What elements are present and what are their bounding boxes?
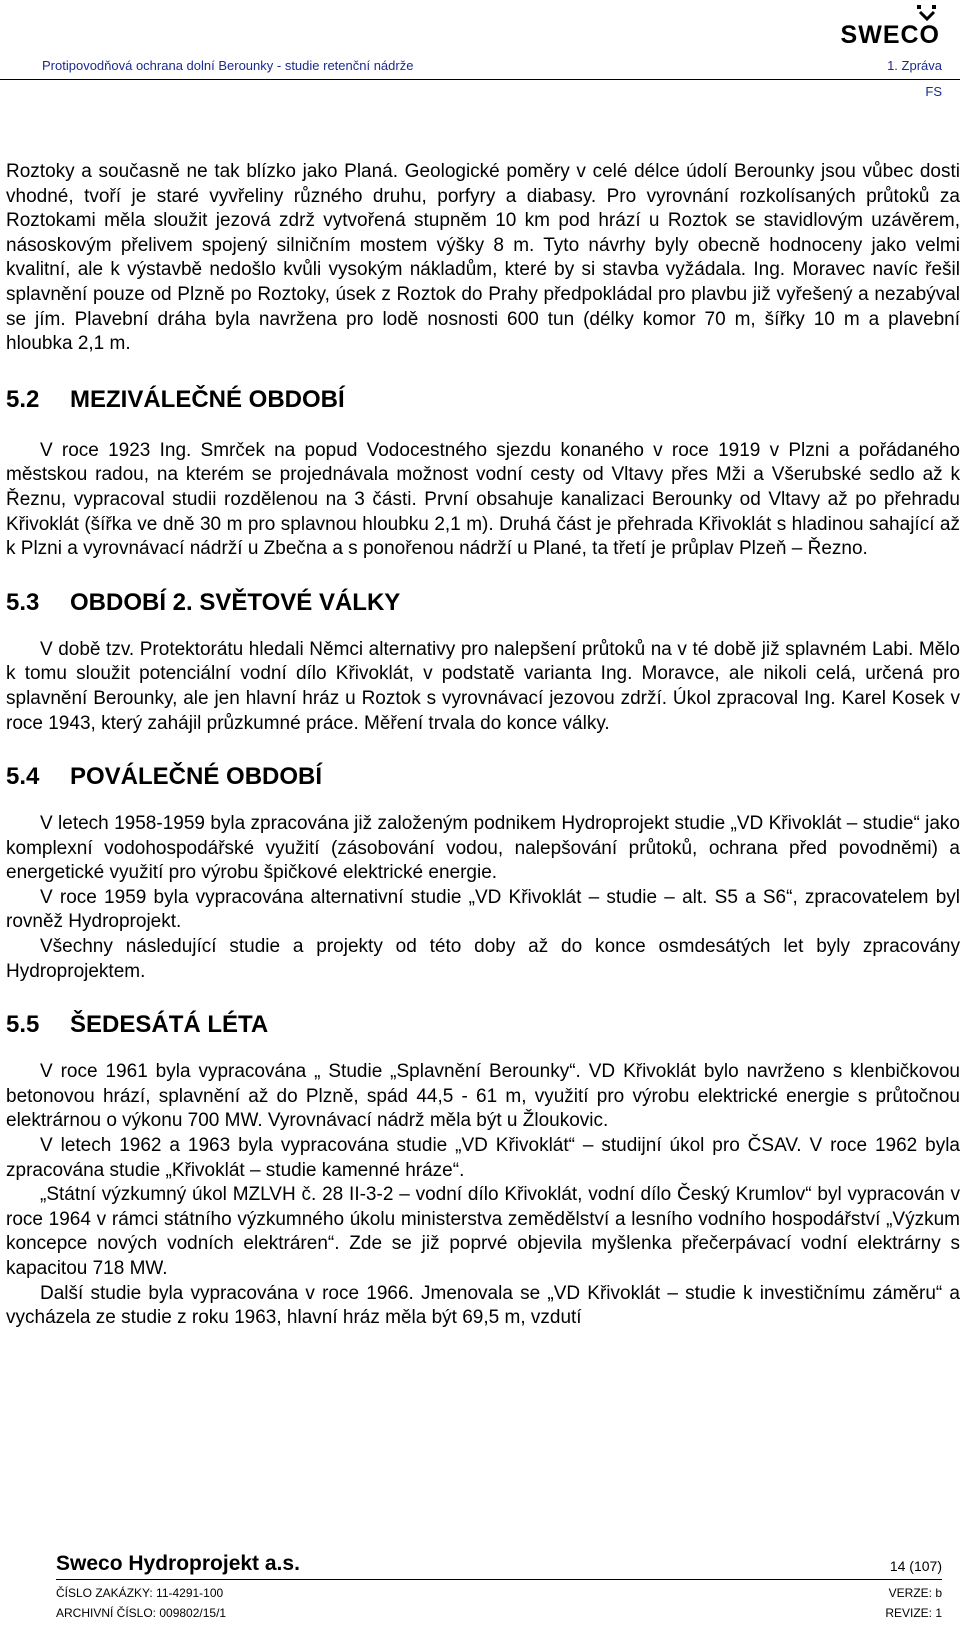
- section-heading-5-3: [6, 588, 960, 618]
- paragraph: V roce 1961 byla vypracována „ Studie „Splavnění Berounky“. VD Křivoklát bylo navrženo s klenbičkovou betonovou hrází, splavnění až do Plzně, spád 44,5 - 61 m, využití pro výrobu elektrické energie s průtočnou elektrárnou o výkonu 700 MW. Vyrovnávací nádrž měla být u Žloukovic.: [6, 1061, 960, 1132]
- section-heading-5-2: [6, 385, 960, 415]
- footer-divider: [56, 1579, 942, 1580]
- section-number: 5.3: [6, 588, 40, 616]
- section-title: POVÁLEČNÉ OBDOBÍ: [70, 763, 323, 791]
- document-code: FS: [925, 84, 942, 99]
- paragraph: V letech 1958-1959 byla zpracována již založeným podnikem Hydroprojekt studie „VD Křivoklát – studie“ jako komplexní vodohospodářské využití (zásobování vodou, nalepšování průtoků, ochrana před povodněmi) a energetické využití pro výrobu špičkové elektrické energie.: [6, 813, 960, 884]
- section-number: 5.4: [6, 763, 40, 791]
- section-title: OBDOBÍ 2. SVĚTOVÉ VÁLKY: [70, 588, 401, 616]
- sweco-logo: [802, 4, 942, 48]
- paragraph: V roce 1923 Ing. Smrček na popud Vodocestného sjezdu konaného v roce 1919 v Plzni a pořádaného městskou radou, na kterém se projednávala možnost vodní cesty od Vltavy přes Mži a Všerubské sedlo až k Řeznu, vypracoval studii rozdělenou na 3 části. První obsahuje kanalizaci Berounky od Vltavy až po přehradu Křivoklát (šířka ve dně 30 m pro splavnou hloubku 2,1 m). Druhá část je přehrada Křivoklát s hladinou sahající až k Plzni a vyrovnávací nádrží u Zbečna a s ponořenou nádrží u Plané, ta třetí je průplav Plzeň – Řezno.: [6, 439, 960, 560]
- document-title: Protipovodňová ochrana dolní Berounky - studie retenční nádrže: [42, 58, 414, 73]
- section-title: ŠEDESÁTÁ LÉTA: [70, 1011, 269, 1039]
- revision: REVIZE: 1: [885, 1606, 942, 1620]
- order-number: ČÍSLO ZAKÁZKY: 11-4291-100: [56, 1586, 224, 1600]
- version: VERZE: b: [888, 1586, 942, 1600]
- section-title: MEZIVÁLEČNÉ OBDOBÍ: [70, 385, 345, 413]
- section-number: 5.5: [6, 1011, 40, 1039]
- document-type: 1. Zpráva: [887, 58, 942, 73]
- sweco-logo-text: SWECO: [840, 21, 940, 49]
- paragraph: Všechny následující studie a projekty od této doby až do konce osmdesátých let byly zpracovány Hydroprojektem.: [6, 936, 960, 982]
- paragraph: V době tzv. Protektorátu hledali Němci alternativy pro nalepšení průtoků na v té době již splavném Labi. Mělo k tomu sloužit potenciální vodní dílo Křivoklát, v podstatě varianta Ing. Moravce, ale nikoli celá, určená pro splavnění Berounky, ale jen hlavní hráz u Roztok s vyrovnávací jezovou zdrží. Úkol zpracoval Ing. Karel Kosek v roce 1943, který zahájil průzkumné práce. Měření trvala do konce války.: [6, 638, 960, 734]
- section-heading-5-4: [6, 762, 960, 792]
- paragraph: V roce 1959 byla vypracována alternativní studie „VD Křivoklát – studie – alt. S5 a S6“, zpracovatelem byl rovněž Hydroprojekt.: [6, 886, 960, 933]
- footer-company: Sweco Hydroprojekt a.s.: [56, 1552, 300, 1575]
- intro-paragraph: Roztoky a současně ne tak blízko jako Planá. Geologické poměry v celé délce údolí Berounky jsou vůbec dosti vhodné, tvoří je staré vyvřeliny různého druhu, porfyry a diabasy. Pro vyrovnání rozkolísaných průtoků za Roztokami měla sloužit jezová zdrž vytvořená stupněm 10 km pod hrází u Roztok se stavidlovým uzávěrem, násoskovým přelivem spojený silničním mostem výšky 8 m. Tyto návrhy byly obecně hodnoceny jako velmi kvalitní, ale k výstavbě nedošlo kvůli vysokým nákladům, které by si stavba vyžádala. Ing. Moravec navíc řešil splavnění pouze od Plzně po Roztoky, úsek z Roztok do Prahy předpokládal pro plavbu již vyřešený a nezabýval se jím. Plavební dráha byla navržena pro lodě nosnosti 600 tun (délky komor 70 m, šířky 10 m a plavební hloubka 2,1 m.: [6, 161, 960, 355]
- paragraph: V letech 1962 a 1963 byla vypracována studie „VD Křivoklát“ – studijní úkol pro ČSAV. V roce 1962 byla zpracována studie „Křivoklát – studie kamenné hráze“.: [6, 1135, 960, 1181]
- paragraph: Další studie byla vypracována v roce 1966. Jmenovala se „VD Křivoklát – studie k investičnímu záměru“ a vycházela ze studie z roku 1963, hlavní hráz měla být 69,5 m, vzdutí: [6, 1282, 960, 1329]
- archive-number: ARCHIVNÍ ČÍSLO: 009802/15/1: [56, 1606, 227, 1620]
- section-number: 5.2: [6, 385, 40, 413]
- page-content: [6, 160, 960, 1331]
- page-number: 14 (107): [889, 1558, 942, 1574]
- paragraph: „Státní výzkumný úkol MZLVH č. 28 II-3-2 – vodní dílo Křivoklát, vodní dílo Český Krumlov“ byl vypracován v roce 1964 v rámci státního výzkumného úkolu ministerstva zemědělství a lesního vodního hospodářství „Výzkum koncepce nových vodních elektráren“. Zde se již poprvé objevila myšlenka přečerpávací vodní elektrárny s kapacitou 718 MW.: [6, 1184, 960, 1279]
- section-heading-5-5: [6, 1010, 960, 1040]
- header-divider: [0, 79, 960, 80]
